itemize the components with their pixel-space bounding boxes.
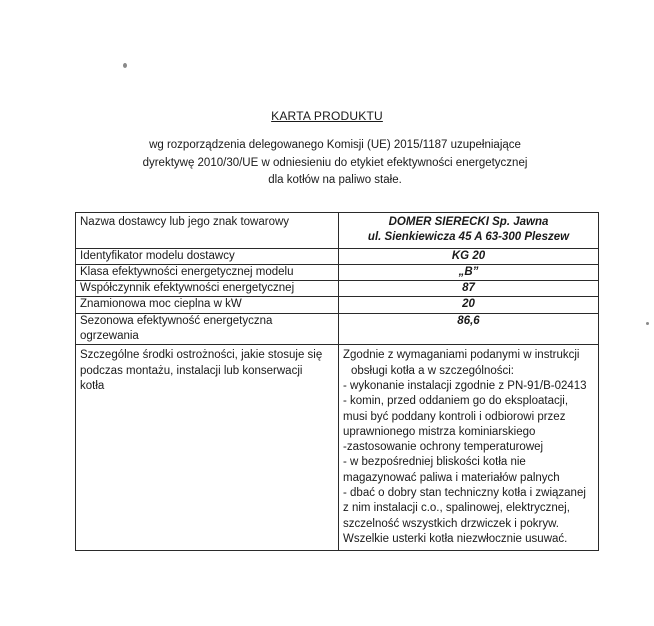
precaution-line: - komin, przed oddaniem go do eksploatacji, (343, 395, 569, 408)
precautions-value (339, 345, 599, 551)
supplier-name: DOMER SIERECKI Sp. Jawna (388, 216, 549, 228)
rated-output-value: 20 (339, 297, 599, 313)
supplier-label: Nazwa dostawcy lub jego znak towarowy (76, 213, 339, 249)
precaution-line: Wszelkie usterki kotła niezwłocznie usuwać. (343, 532, 568, 545)
product-table (75, 212, 599, 551)
label-line: ogrzewania (80, 330, 139, 343)
table-row-seasonal-efficiency (76, 313, 599, 345)
efficiency-index-label: Współczynnik efektywności energetycznej (76, 281, 339, 297)
table-row-supplier (76, 213, 599, 249)
precaution-line: z nim instalacji c.o., spalinowej, elektrycznej, (343, 502, 570, 515)
table-row-model-id (76, 248, 599, 264)
label-line: podczas montażu, instalacji lub konserwacji (80, 364, 303, 377)
table-row-efficiency-index (76, 281, 599, 297)
precaution-line: magazynować paliwa i materiałów palnych (343, 471, 560, 484)
supplier-address: ul. Sienkiewicza 45 A 63-300 Pleszew (367, 231, 570, 244)
precaution-line: - dbać o dobry stan techniczny kotła i związanej (343, 487, 586, 500)
efficiency-index-value: 87 (339, 281, 599, 297)
seasonal-efficiency-label (76, 313, 339, 345)
precaution-line: -zastosowanie ochrony temperaturowej (343, 441, 544, 454)
intro-line: dla kotłów na paliwo stałe. (268, 174, 402, 186)
precaution-line: uprawnionego mistrza kominiarskiego (343, 425, 536, 438)
precaution-line: Zgodnie z wymaganiami podanymi w instrukcji (343, 349, 580, 362)
model-id-value: KG 20 (339, 248, 599, 264)
rated-output-label: Znamionowa moc cieplna w kW (76, 297, 339, 313)
label-line: Szczególne środki ostrożności, jakie stosuje się (80, 349, 323, 362)
table-row-efficiency-class (76, 264, 599, 280)
efficiency-class-value: „B” (339, 264, 599, 280)
precaution-line: obsługi kotła a w szczególności: (351, 364, 514, 377)
intro-paragraph (100, 137, 570, 190)
precaution-line: - wykonanie instalacji zgodnie z PN-91/B-02413 (343, 379, 587, 392)
intro-line: wg rozporządzenia delegowanego Komisji (UE) 2015/1187 uzupełniające (149, 139, 521, 151)
efficiency-class-label: Klasa efektywności energetycznej modelu (76, 264, 339, 280)
scan-speck (123, 63, 127, 68)
model-id-label: Identyfikator modelu dostawcy (76, 248, 339, 264)
label-line: Sezonowa efektywność energetyczna (80, 314, 273, 327)
supplier-value (339, 213, 599, 249)
scan-speck (646, 322, 649, 325)
precaution-line: - w bezpośredniej bliskości kotła nie (343, 456, 526, 469)
intro-line: dyrektywę 2010/30/UE w odniesieniu do etykiet efektywności energetycznej (142, 156, 528, 169)
label-line: kotła (80, 379, 105, 392)
table-row-precautions (76, 345, 599, 551)
precautions-label (76, 345, 339, 551)
document-title: KARTA PRODUKTU (271, 109, 383, 123)
precaution-line: musi być poddany kontroli i odbiorowi przez (343, 410, 566, 423)
precaution-line: szczelność wszystkich drzwiczek i pokryw. (343, 517, 559, 530)
table-row-rated-output (76, 297, 599, 313)
seasonal-efficiency-value: 86,6 (339, 313, 599, 345)
